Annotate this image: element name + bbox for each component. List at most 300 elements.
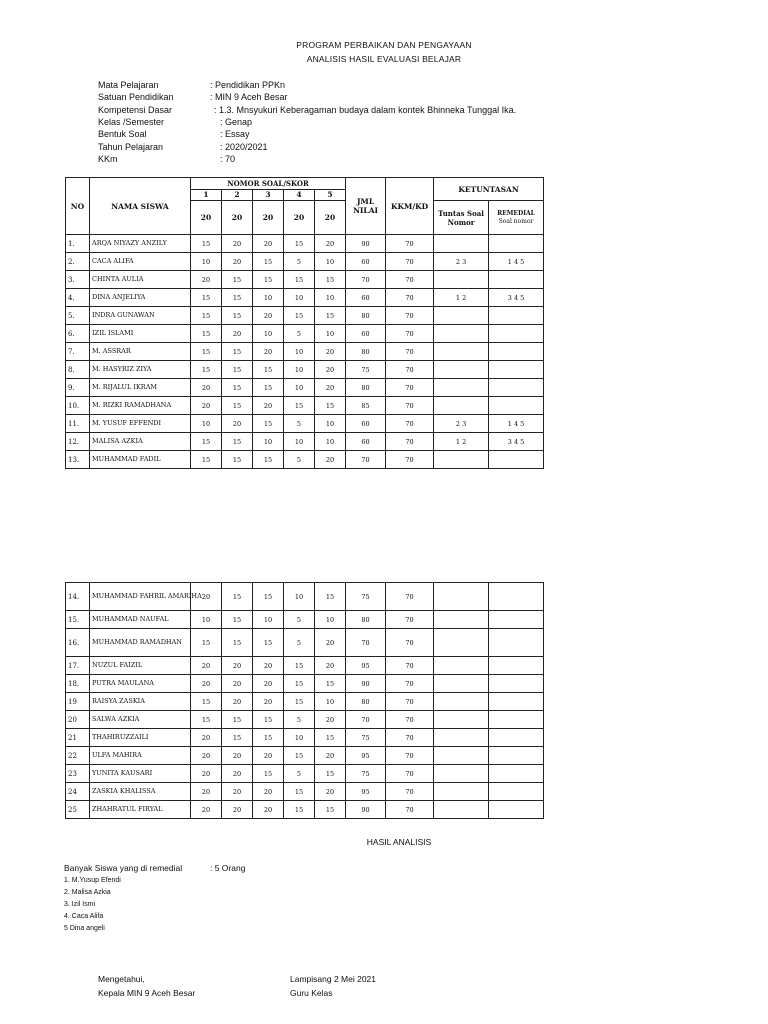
signature-right-line2: Guru Kelas (290, 988, 333, 998)
row-number: 6. (66, 325, 90, 343)
kkm-cell: 70 (386, 611, 434, 629)
table-row (66, 379, 544, 397)
remedial-cell (489, 343, 544, 361)
table-row (66, 433, 544, 451)
signature-left-line2: Kepala MIN 9 Aceh Besar (98, 988, 196, 998)
info-label: Kelas /Semester (98, 117, 165, 127)
jml-nilai-cell: 60 (346, 325, 386, 343)
score-cell: 10 (315, 253, 346, 271)
header-kkm-kd: KKM/KD (386, 178, 434, 235)
remedial-student-item: 2. Malisa Azkia (64, 889, 111, 896)
row-number: 24 (66, 783, 90, 801)
student-name: INDRA GUNAWAN (90, 307, 191, 325)
tuntas-cell (434, 675, 489, 693)
remedial-cell (489, 783, 544, 801)
score-cell: 15 (315, 397, 346, 415)
score-cell: 15 (284, 271, 315, 289)
score-cell: 15 (253, 583, 284, 611)
score-cell: 5 (284, 711, 315, 729)
table-row (66, 325, 544, 343)
score-cell: 15 (315, 801, 346, 819)
kkm-cell: 70 (386, 343, 434, 361)
jml-nilai-cell: 70 (346, 271, 386, 289)
jml-nilai-cell: 60 (346, 289, 386, 307)
kkm-cell: 70 (386, 289, 434, 307)
kkm-cell: 70 (386, 629, 434, 657)
row-number: 1. (66, 235, 90, 253)
student-name: MUHAMMAD FAHRIL AMARIHA (90, 583, 191, 611)
score-cell: 15 (191, 235, 222, 253)
score-cell: 15 (191, 307, 222, 325)
info-label: Satuan Pendidikan (98, 92, 174, 102)
score-cell: 15 (191, 343, 222, 361)
kkm-cell: 70 (386, 415, 434, 433)
score-cell: 20 (315, 747, 346, 765)
remedial-cell (489, 801, 544, 819)
remedial-cell (489, 675, 544, 693)
score-cell: 20 (315, 657, 346, 675)
table-row (66, 307, 544, 325)
jml-nilai-cell: 75 (346, 729, 386, 747)
jml-nilai-cell: 80 (346, 379, 386, 397)
remedial-cell (489, 765, 544, 783)
table-row (66, 747, 544, 765)
jml-nilai-cell: 80 (346, 693, 386, 711)
header-soal-2: 2 (222, 189, 253, 201)
row-number: 20 (66, 711, 90, 729)
row-number: 7. (66, 343, 90, 361)
remedial-cell (489, 307, 544, 325)
score-cell: 15 (222, 343, 253, 361)
info-value: : Essay (220, 129, 250, 139)
info-value: : 1.3. Mnsyukuri Keberagaman budaya dalam kontek Bhinneka Tunggal Ika. (214, 105, 517, 115)
tuntas-cell (434, 611, 489, 629)
row-number: 4. (66, 289, 90, 307)
score-cell: 20 (253, 307, 284, 325)
jml-nilai-cell: 75 (346, 583, 386, 611)
score-cell: 20 (222, 783, 253, 801)
header-jml-nilai: JML NILAI (346, 178, 386, 235)
kkm-cell: 70 (386, 657, 434, 675)
tuntas-cell (434, 783, 489, 801)
score-cell: 20 (191, 397, 222, 415)
score-cell: 10 (284, 433, 315, 451)
header-score-2: 20 (222, 201, 253, 235)
tuntas-cell: 2 3 (434, 415, 489, 433)
table-row (66, 765, 544, 783)
remedial-cell (489, 729, 544, 747)
score-cell: 20 (191, 801, 222, 819)
jml-nilai-cell: 80 (346, 307, 386, 325)
jml-nilai-cell: 90 (346, 675, 386, 693)
kkm-cell: 70 (386, 253, 434, 271)
table-row (66, 253, 544, 271)
student-name: IZIL ISLAMI (90, 325, 191, 343)
header-remedial (489, 201, 544, 235)
score-cell: 20 (253, 657, 284, 675)
jml-nilai-cell: 75 (346, 765, 386, 783)
student-name: ZASKIA KHALISSA (90, 783, 191, 801)
score-cell: 15 (253, 729, 284, 747)
score-cell: 15 (315, 307, 346, 325)
score-cell: 15 (222, 361, 253, 379)
grade-table-part-2 (65, 582, 544, 819)
score-cell: 5 (284, 765, 315, 783)
score-cell: 10 (315, 611, 346, 629)
jml-nilai-cell: 85 (346, 397, 386, 415)
score-cell: 15 (222, 629, 253, 657)
tuntas-cell (434, 343, 489, 361)
tuntas-cell (434, 801, 489, 819)
row-number: 11. (66, 415, 90, 433)
score-cell: 20 (191, 271, 222, 289)
score-cell: 20 (191, 747, 222, 765)
score-cell: 15 (222, 379, 253, 397)
kkm-cell: 70 (386, 235, 434, 253)
jml-nilai-cell: 80 (346, 611, 386, 629)
score-cell: 15 (253, 415, 284, 433)
remedial-cell (489, 451, 544, 469)
score-cell: 20 (315, 379, 346, 397)
score-cell: 15 (191, 433, 222, 451)
remedial-cell (489, 611, 544, 629)
kkm-cell: 70 (386, 801, 434, 819)
student-name: RAISYA ZASKIA (90, 693, 191, 711)
remedial-cell: 1 4 5 (489, 253, 544, 271)
score-cell: 15 (222, 711, 253, 729)
student-name: M. RIZKI RAMADHANA (90, 397, 191, 415)
row-number: 2. (66, 253, 90, 271)
score-cell: 15 (191, 325, 222, 343)
score-cell: 20 (253, 343, 284, 361)
score-cell: 20 (222, 765, 253, 783)
score-cell: 20 (253, 675, 284, 693)
score-cell: 20 (191, 657, 222, 675)
kkm-cell: 70 (386, 379, 434, 397)
remedial-cell (489, 325, 544, 343)
remedial-cell: 3 4 5 (489, 289, 544, 307)
score-cell: 10 (284, 583, 315, 611)
score-cell: 15 (253, 271, 284, 289)
student-name: MUHAMMAD NAUFAL (90, 611, 191, 629)
remedial-cell (489, 361, 544, 379)
info-label: KKm (98, 154, 118, 164)
tuntas-cell: 1 2 (434, 433, 489, 451)
row-number: 10. (66, 397, 90, 415)
score-cell: 5 (284, 325, 315, 343)
header-ketuntasan: KETUNTASAN (434, 178, 544, 201)
row-number: 8. (66, 361, 90, 379)
score-cell: 15 (284, 657, 315, 675)
score-cell: 20 (253, 783, 284, 801)
row-number: 15. (66, 611, 90, 629)
tuntas-cell (434, 693, 489, 711)
score-cell: 15 (222, 611, 253, 629)
score-cell: 15 (284, 397, 315, 415)
score-cell: 10 (253, 325, 284, 343)
student-name: SALWA AZKIA (90, 711, 191, 729)
jml-nilai-cell: 95 (346, 783, 386, 801)
table-row (66, 711, 544, 729)
student-name: M. YUSUF EFFENDI (90, 415, 191, 433)
score-cell: 10 (284, 361, 315, 379)
header-soal-1: 1 (191, 189, 222, 201)
tuntas-cell (434, 235, 489, 253)
score-cell: 10 (315, 325, 346, 343)
score-cell: 15 (222, 397, 253, 415)
score-cell: 20 (315, 711, 346, 729)
score-cell: 15 (315, 583, 346, 611)
kkm-cell: 70 (386, 583, 434, 611)
tuntas-cell (434, 629, 489, 657)
header-soal-5: 5 (315, 189, 346, 201)
header-tuntas-soal: Tuntas Soal Nomor (434, 201, 489, 235)
kkm-cell: 70 (386, 361, 434, 379)
score-cell: 15 (253, 765, 284, 783)
remedial-cell (489, 271, 544, 289)
info-label: Mata Pelajaran (98, 80, 159, 90)
table-row (66, 611, 544, 629)
info-value: : Pendidikan PPKn (210, 80, 286, 90)
score-cell: 15 (222, 451, 253, 469)
score-cell: 10 (315, 693, 346, 711)
kkm-cell: 70 (386, 783, 434, 801)
score-cell: 15 (315, 271, 346, 289)
info-value: : 2020/2021 (220, 142, 268, 152)
row-number: 3. (66, 271, 90, 289)
score-cell: 10 (253, 611, 284, 629)
info-value: : Genap (220, 117, 253, 127)
score-cell: 10 (315, 415, 346, 433)
score-cell: 20 (191, 729, 222, 747)
table-row (66, 629, 544, 657)
score-cell: 5 (284, 611, 315, 629)
remedial-cell (489, 747, 544, 765)
row-number: 21 (66, 729, 90, 747)
remedial-student-item: 3. Izil Ismi (64, 901, 96, 908)
tuntas-cell (434, 379, 489, 397)
score-cell: 10 (191, 611, 222, 629)
remedial-cell (489, 693, 544, 711)
jml-nilai-cell: 90 (346, 235, 386, 253)
signature-left-line1: Mengetahui, (98, 974, 145, 984)
student-name: DINA ANJELIYA (90, 289, 191, 307)
student-name: PUTRA MAULANA (90, 675, 191, 693)
row-number: 9. (66, 379, 90, 397)
tuntas-cell (434, 583, 489, 611)
row-number: 18. (66, 675, 90, 693)
header-score-3: 20 (253, 201, 284, 235)
student-name: CACA ALIFA (90, 253, 191, 271)
student-name: MALISA AZKIA (90, 433, 191, 451)
student-name: CHINTA AULIA (90, 271, 191, 289)
score-cell: 15 (222, 307, 253, 325)
jml-nilai-cell: 70 (346, 629, 386, 657)
info-label: Tahun Pelajaran (98, 142, 164, 152)
remedial-cell: 1 4 5 (489, 415, 544, 433)
analysis-title: HASIL ANALISIS (366, 837, 432, 847)
jml-nilai-cell: 95 (346, 747, 386, 765)
header-remedial-sub: Soal nomor (498, 217, 534, 225)
table-row (66, 289, 544, 307)
table-row (66, 693, 544, 711)
score-cell: 15 (191, 361, 222, 379)
info-label: Bentuk Soal (98, 129, 147, 139)
score-cell: 15 (284, 801, 315, 819)
student-name: ULFA MAHIRA (90, 747, 191, 765)
kkm-cell: 70 (386, 729, 434, 747)
row-number: 16. (66, 629, 90, 657)
kkm-cell: 70 (386, 747, 434, 765)
score-cell: 15 (253, 711, 284, 729)
remedial-cell (489, 629, 544, 657)
student-name: MUHAMMAD FADIL (90, 451, 191, 469)
row-number: 19 (66, 693, 90, 711)
remedial-cell (489, 379, 544, 397)
tuntas-cell (434, 361, 489, 379)
score-cell: 20 (315, 343, 346, 361)
score-cell: 15 (284, 235, 315, 253)
jml-nilai-cell: 90 (346, 801, 386, 819)
score-cell: 20 (191, 783, 222, 801)
remedial-cell: 3 4 5 (489, 433, 544, 451)
score-cell: 15 (253, 253, 284, 271)
tuntas-cell (434, 397, 489, 415)
remedial-student-item: 4. Caca Alifa (64, 913, 104, 920)
remedial-cell (489, 657, 544, 675)
tuntas-cell (434, 711, 489, 729)
header-nomor-soal: NOMOR SOAL/SKOR (191, 178, 346, 190)
tuntas-cell (434, 307, 489, 325)
score-cell: 10 (284, 343, 315, 361)
tuntas-cell: 1 2 (434, 289, 489, 307)
remedial-student-item: 5 Dina angeli (64, 925, 105, 932)
student-name: THAHIRUZZAILI (90, 729, 191, 747)
score-cell: 15 (222, 289, 253, 307)
student-name: NUZUL FAIZIL (90, 657, 191, 675)
score-cell: 15 (191, 711, 222, 729)
kkm-cell: 70 (386, 325, 434, 343)
table-row (66, 801, 544, 819)
score-cell: 15 (284, 307, 315, 325)
kkm-cell: 70 (386, 765, 434, 783)
jml-nilai-cell: 60 (346, 253, 386, 271)
jml-nilai-cell: 70 (346, 711, 386, 729)
score-cell: 10 (284, 289, 315, 307)
kkm-cell: 70 (386, 711, 434, 729)
score-cell: 15 (284, 675, 315, 693)
score-cell: 10 (253, 433, 284, 451)
kkm-cell: 70 (386, 307, 434, 325)
score-cell: 20 (315, 451, 346, 469)
header-score-5: 20 (315, 201, 346, 235)
table-row (66, 675, 544, 693)
student-name: M. HASYRIZ ZIYA (90, 361, 191, 379)
student-name: YUNITA KAUSARI (90, 765, 191, 783)
kkm-cell: 70 (386, 693, 434, 711)
jml-nilai-cell: 60 (346, 433, 386, 451)
score-cell: 10 (315, 289, 346, 307)
score-cell: 20 (315, 235, 346, 253)
score-cell: 20 (253, 801, 284, 819)
header-score-1: 20 (191, 201, 222, 235)
score-cell: 20 (222, 675, 253, 693)
student-name: M. ASSRAR (90, 343, 191, 361)
row-number: 25 (66, 801, 90, 819)
remedial-cell (489, 711, 544, 729)
header-remedial-label: REMEDIAL (497, 209, 535, 217)
score-cell: 20 (222, 657, 253, 675)
document-subtitle: ANALISIS HASIL EVALUASI BELAJAR (306, 54, 462, 64)
student-name: ARQA NIYAZY ANZILY (90, 235, 191, 253)
jml-nilai-cell: 80 (346, 343, 386, 361)
score-cell: 15 (315, 675, 346, 693)
tuntas-cell (434, 451, 489, 469)
remedial-count-label: Banyak Siswa yang di remedial (64, 863, 183, 873)
jml-nilai-cell: 70 (346, 451, 386, 469)
kkm-cell: 70 (386, 451, 434, 469)
remedial-student-item: 1. M.Yusup Efendi (64, 877, 121, 884)
table-row (66, 583, 544, 611)
header-nama-siswa: NAMA SISWA (90, 178, 191, 235)
score-cell: 20 (191, 675, 222, 693)
score-cell: 10 (284, 379, 315, 397)
tuntas-cell: 2 3 (434, 253, 489, 271)
score-cell: 15 (222, 583, 253, 611)
remedial-cell (489, 583, 544, 611)
score-cell: 20 (222, 253, 253, 271)
student-name: MUHAMMAD RAMADHAN (90, 629, 191, 657)
score-cell: 15 (253, 629, 284, 657)
score-cell: 20 (222, 415, 253, 433)
score-cell: 15 (284, 747, 315, 765)
score-cell: 20 (191, 765, 222, 783)
grade-table-part-1 (65, 177, 544, 469)
score-cell: 20 (191, 379, 222, 397)
remedial-cell (489, 397, 544, 415)
score-cell: 20 (222, 693, 253, 711)
score-cell: 15 (191, 629, 222, 657)
score-cell: 15 (315, 729, 346, 747)
score-cell: 15 (253, 451, 284, 469)
grade-table-body-part-1 (66, 235, 544, 469)
score-cell: 20 (253, 693, 284, 711)
tuntas-cell (434, 765, 489, 783)
score-cell: 20 (222, 747, 253, 765)
score-cell: 15 (191, 289, 222, 307)
score-cell: 10 (191, 253, 222, 271)
kkm-cell: 70 (386, 271, 434, 289)
row-number: 5. (66, 307, 90, 325)
document-title: PROGRAM PERBAIKAN DAN PENGAYAAN (296, 40, 472, 50)
score-cell: 20 (253, 235, 284, 253)
table-row (66, 271, 544, 289)
tuntas-cell (434, 325, 489, 343)
score-cell: 20 (191, 583, 222, 611)
score-cell: 20 (315, 361, 346, 379)
info-value: : 70 (220, 154, 236, 164)
score-cell: 10 (191, 415, 222, 433)
score-cell: 15 (253, 361, 284, 379)
row-number: 17. (66, 657, 90, 675)
tuntas-cell (434, 271, 489, 289)
tuntas-cell (434, 729, 489, 747)
score-cell: 15 (315, 765, 346, 783)
remedial-count-value: : 5 Orang (210, 863, 246, 873)
header-soal-3: 3 (253, 189, 284, 201)
score-cell: 20 (315, 629, 346, 657)
table-row (66, 361, 544, 379)
